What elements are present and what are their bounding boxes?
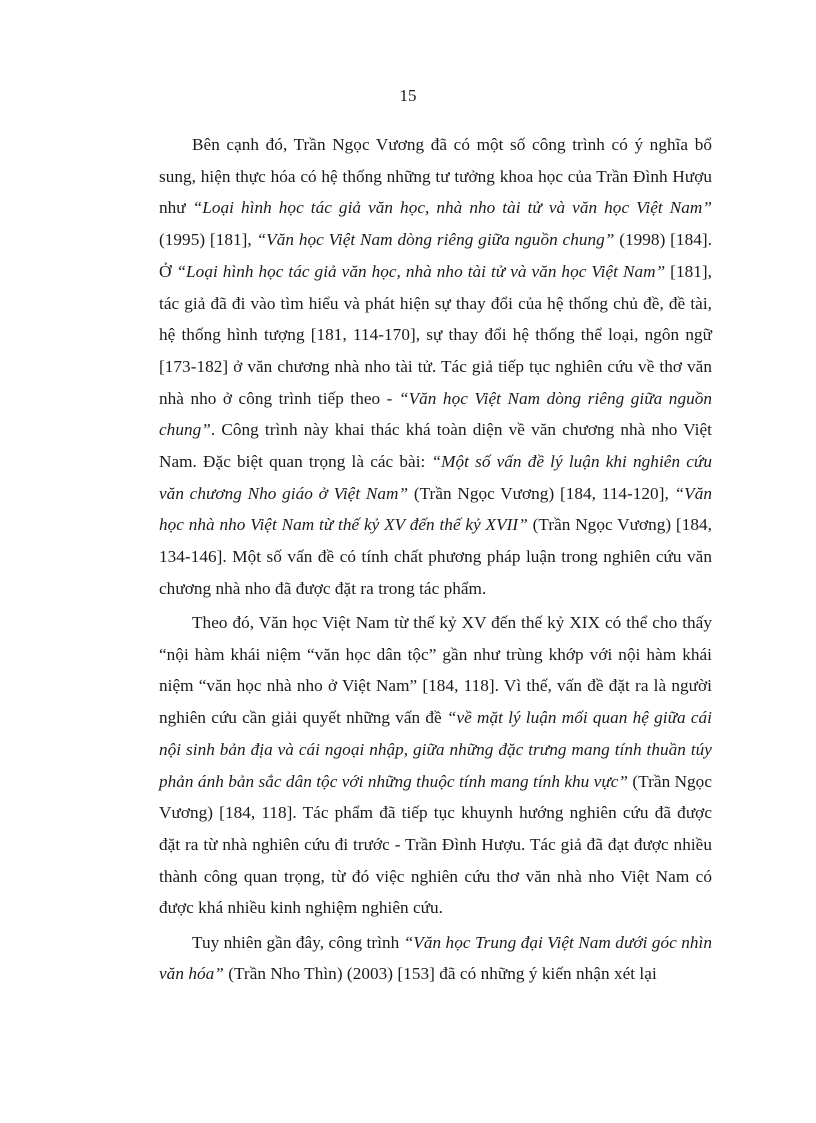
italic-title: “Văn học Việt Nam dòng riêng giữa nguồn chung”: [159, 388, 713, 440]
text-run: . Công trình này khai thác khá toàn diện về văn chương nhà nho Việt Nam. Đặc biệt quan trọng là các bài:: [159, 420, 712, 472]
text-run: (1995) [181],: [159, 230, 257, 250]
italic-title: “Văn học Trung đại Việt Nam dưới góc nhìn văn hóa”: [159, 932, 712, 984]
text-run: Tuy nhiên gần đây, công trình: [192, 932, 404, 952]
text-run: (1998) [184]. Ở: [159, 230, 712, 281]
italic-title: “Văn học Việt Nam dòng riêng giữa nguồn chung”: [256, 230, 615, 250]
italic-title: “Văn học nhà nho Việt Nam từ thế kỷ XV đến thế kỷ XVII”: [159, 483, 712, 535]
text-run: [181], tác giả đã đi vào tìm hiểu và phát hiện sự thay đổi của hệ thống chủ đề, đề tài, hệ thống hình tượng [181, 114-170], sự thay đổi hệ thống thể loại, ngôn ngữ [173-182] ở văn chương nhà nho tài tử. Tác giả tiếp tục nghiên cứu về thơ văn nhà nho ở công trình tiếp theo -: [159, 261, 712, 408]
body-text: [159, 129, 712, 990]
text-run: (Trần Ngọc Vương) [184, 118]. Tác phẩm đã tiếp tục khuynh hướng nghiên cứu đã được đặt ra từ nhà nghiên cứu đi trước - Trần Đình Hượu. Tác giả đã đạt được nhiều thành công quan trọng, từ đó việc nghiên cứu thơ văn nhà nho Việt Nam có được khá nhiều kinh nghiệm nghiên cứu.: [159, 771, 713, 918]
page-number: 15: [399, 86, 417, 105]
text-run: (Trần Ngọc Vương) [184, 134-146]. Một số vấn đề có tính chất phương pháp luận trong nghiên cứu văn chương nhà nho đã được đặt ra trong tác phẩm.: [159, 515, 712, 598]
italic-title: “Loại hình học tác giả văn học, nhà nho tài tử và văn học Việt Nam”: [192, 198, 712, 218]
italic-title: “Một số vấn đề lý luận khi nghiên cứu văn chương Nho giáo ở Việt Nam”: [159, 452, 712, 503]
paragraph-1: [159, 129, 712, 605]
paragraph-2: [159, 607, 712, 924]
text-run: Theo đó, Văn học Việt Nam từ thế kỷ XV đến thế kỷ XIX có thể cho thấy “nội hàm khái niệm “văn học dân tộc” gần như trùng khớp với nội hàm khái niệm “văn học nhà nho ở Việt Nam” [184, 118]. Vì thế, vấn đề đặt ra là người nghiên cứu cần giải quyết những vấn đề: [159, 613, 712, 728]
text-run: Bên cạnh đó, Trần Ngọc Vương đã có một số công trình có ý nghĩa bổ sung, hiện thực hóa có hệ thống những tư tưởng khoa học của Trần Đình Hượu như: [159, 135, 712, 218]
italic-title: “Loại hình học tác giả văn học, nhà nho tài tử và văn học Việt Nam”: [176, 261, 666, 281]
italic-quote: “về mặt lý luận mối quan hệ giữa cái nội sinh bản địa và cái ngoại nhập, giữa những đặc trưng mang tính thuần túy phản ánh bản sắc dân tộc với những thuộc tính mang tính khu vực”: [159, 708, 712, 791]
text-run: (Trần Ngọc Vương) [184, 114-120],: [408, 483, 675, 503]
paragraph-3: [159, 927, 712, 990]
text-run: (Trần Nho Thìn) (2003) [153] đã có những ý kiến nhận xét lại: [223, 964, 657, 984]
